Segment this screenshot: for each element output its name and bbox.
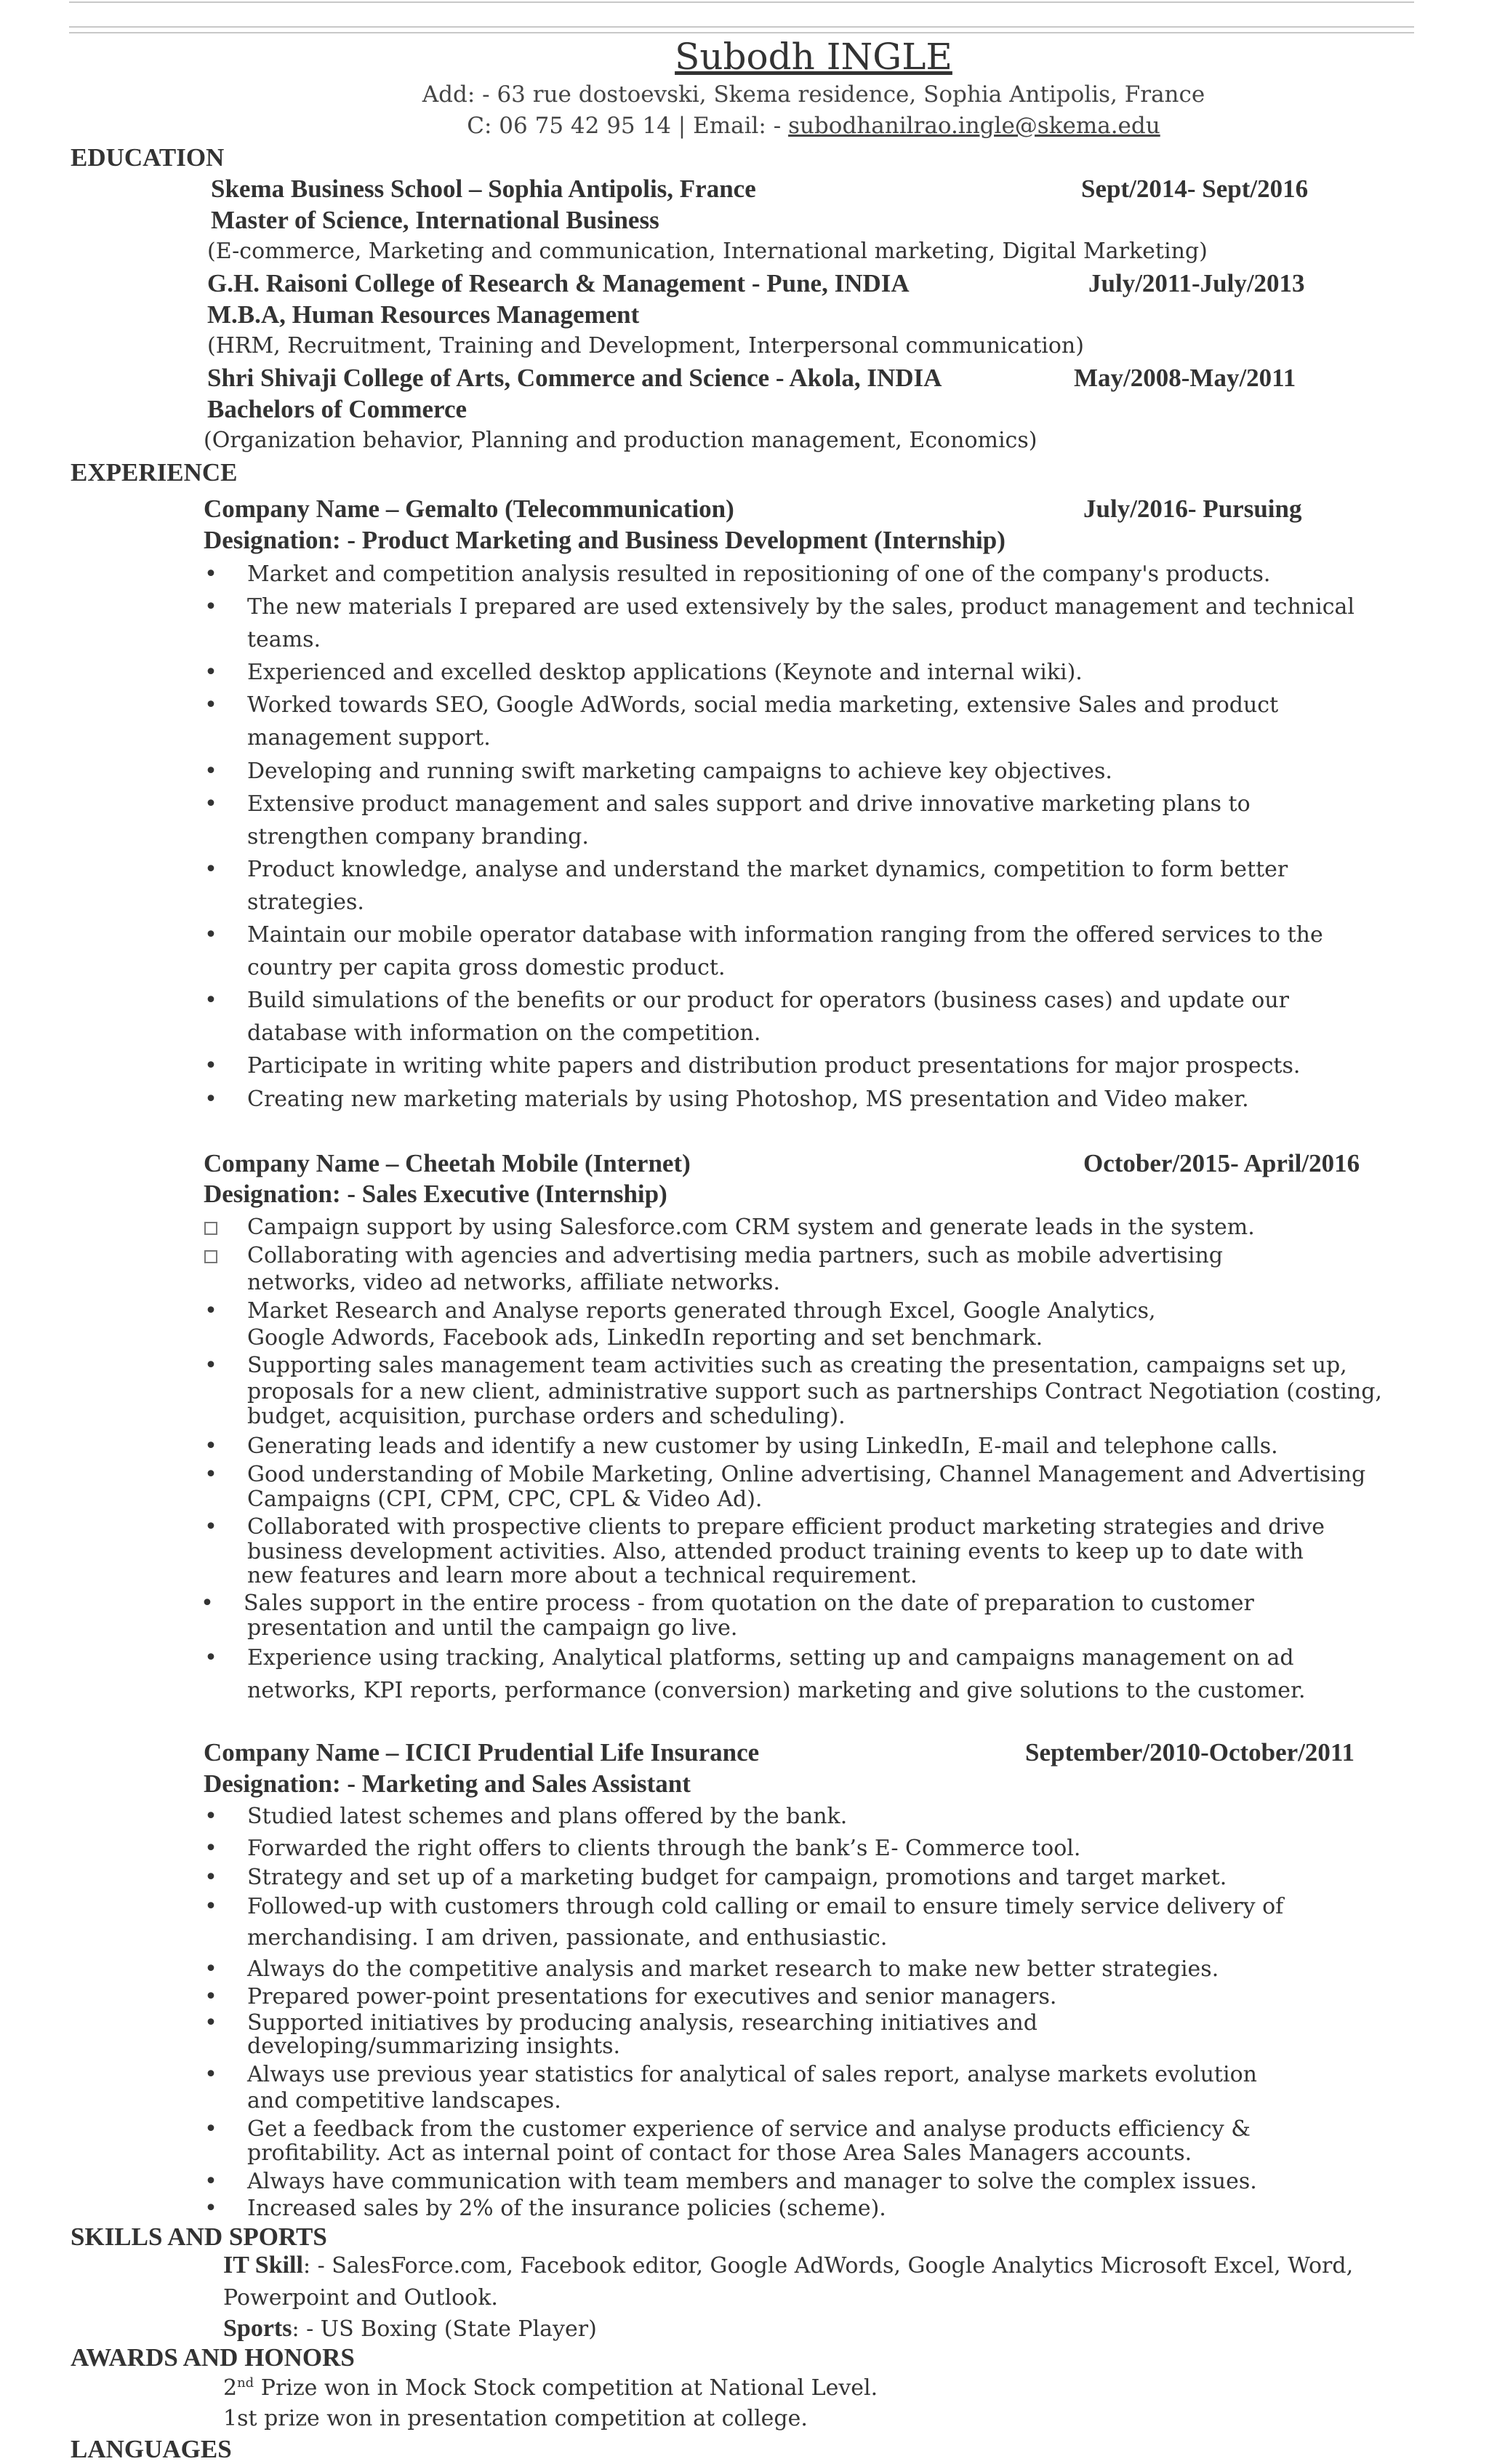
bullet-text: Campaigns (CPI, CPM, CPC, CPL & Video Ad). bbox=[247, 1487, 763, 1512]
bullet-text: management support. bbox=[247, 725, 491, 751]
bullet-text: business development activities. Also, attended product training events to keep up to date with bbox=[247, 1539, 1304, 1564]
bullet-icon: • bbox=[204, 1087, 217, 1112]
education-institution: G.H. Raisoni College of Research & Management - Pune, INDIA bbox=[207, 269, 910, 297]
bullet-text: Market Research and Analyse reports generated through Excel, Google Analytics, bbox=[247, 1298, 1156, 1324]
bullet-text: Collaborated with prospective clients to prepare efficient product marketing strategies and drive bbox=[247, 1514, 1325, 1540]
job-designation: Designation: - Sales Executive (Internship) bbox=[204, 1180, 667, 1208]
bullet-icon: • bbox=[204, 1894, 217, 1919]
bullet-text: networks, KPI reports, performance (conversion) marketing and give solutions to the customer. bbox=[247, 1678, 1306, 1703]
top-rule bbox=[69, 26, 1414, 28]
bullet-text: Experienced and excelled desktop applications (Keynote and internal wiki). bbox=[247, 660, 1083, 685]
address-line: Add: - 63 rue dostoevski, Skema residence, Sophia Antipolis, France bbox=[422, 81, 1205, 108]
bullet-icon: • bbox=[204, 1956, 217, 1982]
bullet-text: Developing and running swift marketing campaigns to achieve key objectives. bbox=[247, 759, 1112, 784]
bullet-icon: • bbox=[204, 1053, 217, 1079]
job-company: Company Name – Gemalto (Telecommunication) bbox=[204, 495, 734, 523]
education-degree bbox=[207, 300, 639, 329]
bullet-text: Forwarded the right offers to clients through the bank’s E- Commerce tool. bbox=[247, 1836, 1081, 1861]
bullet-icon: • bbox=[204, 2116, 217, 2142]
degree-name: M.B.A bbox=[207, 300, 280, 329]
bullet-text: and competitive landscapes. bbox=[247, 2088, 561, 2113]
top-rule bbox=[69, 1, 1414, 3]
bullet-text: The new materials I prepared are used extensively by the sales, product management and technical bbox=[247, 594, 1354, 620]
education-dates: Sept/2014- Sept/2016 bbox=[1081, 175, 1309, 203]
section-heading-languages: LANGUAGES bbox=[71, 2435, 232, 2463]
education-degree bbox=[211, 206, 659, 235]
bullet-icon: • bbox=[204, 692, 217, 718]
bullet-text: Always have communication with team members and manager to solve the complex issues. bbox=[247, 2169, 1257, 2194]
bullet-icon: • bbox=[204, 561, 217, 587]
sports-value: : - US Boxing (State Player) bbox=[292, 2316, 597, 2342]
job-designation: Designation: - Marketing and Sales Assistant bbox=[204, 1769, 691, 1798]
education-details: (HRM, Recruitment, Training and Development, Interpersonal communication) bbox=[207, 333, 1084, 359]
bullet-text: Build simulations of the benefits or our product for operators (business cases) and update our bbox=[247, 988, 1290, 1013]
bullet-icon: • bbox=[204, 2062, 217, 2087]
email-link[interactable]: subodhanilrao.ingle@skema.edu bbox=[788, 113, 1160, 139]
bullet-text: Product knowledge, analyse and understand the market dynamics, competition to form better bbox=[247, 857, 1288, 882]
bullet-icon: • bbox=[204, 1645, 217, 1671]
bullet-icon: • bbox=[204, 2010, 217, 2036]
bullet-text: Google Adwords, Facebook ads, LinkedIn reporting and set benchmark. bbox=[247, 1325, 1043, 1351]
sports-line bbox=[223, 2314, 597, 2344]
bullet-icon: • bbox=[204, 594, 217, 620]
bullet-icon: • bbox=[204, 922, 217, 948]
bullet-text: Studied latest schemes and plans offered by the bank. bbox=[247, 1804, 848, 1829]
bullet-icon: • bbox=[204, 1804, 217, 1829]
bullet-icon: • bbox=[204, 988, 217, 1013]
bullet-text: networks, video ad networks, affiliate networks. bbox=[247, 1270, 780, 1295]
bullet-text: Campaign support by using Salesforce.com CRM system and generate leads in the system. bbox=[247, 1215, 1255, 1240]
bullet-text: Collaborating with agencies and advertising media partners, such as mobile advertising bbox=[247, 1243, 1223, 1268]
education-degree bbox=[207, 395, 467, 424]
education-institution: Skema Business School – Sophia Antipolis, France bbox=[211, 175, 756, 203]
bullet-text: developing/summarizing insights. bbox=[247, 2033, 621, 2059]
sports-label: Sports bbox=[223, 2315, 292, 2342]
degree-separator: , bbox=[279, 300, 292, 329]
bullet-text: Always use previous year statistics for analytical of sales report, analyse markets evolution bbox=[247, 2062, 1257, 2087]
bullet-text: Increased sales by 2% of the insurance policies (scheme). bbox=[247, 2196, 886, 2221]
bullet-text: Prepared power-point presentations for executives and senior managers. bbox=[247, 1984, 1057, 2009]
section-heading-awards: AWARDS AND HONORS bbox=[71, 2343, 355, 2372]
bullet-icon: • bbox=[204, 1984, 217, 2009]
bullet-text: Worked towards SEO, Google AdWords, social media marketing, extensive Sales and product bbox=[247, 692, 1279, 718]
bullet-icon: • bbox=[204, 791, 217, 817]
bullet-text: Extensive product management and sales support and drive innovative marketing plans to bbox=[247, 791, 1251, 817]
award-text: Prize won in Mock Stock competition at National Level. bbox=[254, 2375, 878, 2401]
bullet-text: Maintain our mobile operator database with information ranging from the offered services to the bbox=[247, 922, 1323, 948]
bullet-text: merchandising. I am driven, passionate, and enthusiastic. bbox=[247, 1925, 888, 1951]
checkbox-icon bbox=[204, 1241, 218, 1271]
job-dates: July/2016- Pursuing bbox=[1083, 495, 1302, 523]
bullet-text: Creating new marketing materials by using Photoshop, MS presentation and Video maker. bbox=[247, 1087, 1249, 1112]
bullet-text: Generating leads and identify a new customer by using LinkedIn, E-mail and telephone calls. bbox=[247, 1433, 1278, 1459]
bullet-icon: • bbox=[204, 1514, 217, 1540]
bullet-text: Strategy and set up of a marketing budget for campaign, promotions and target market. bbox=[247, 1865, 1227, 1890]
job-company: Company Name – Cheetah Mobile (Internet) bbox=[204, 1149, 691, 1177]
bullet-text: new features and learn more about a technical requirement. bbox=[247, 1563, 918, 1588]
award-rank-suffix: nd bbox=[237, 2375, 254, 2391]
bullet-text: presentation and until the campaign go live. bbox=[247, 1615, 738, 1641]
bullet-icon: • bbox=[204, 1836, 217, 1861]
bullet-text: Get a feedback from the customer experience of service and analyse products efficiency & bbox=[247, 2116, 1251, 2142]
education-dates: July/2011-July/2013 bbox=[1088, 269, 1305, 297]
job-dates: September/2010-October/2011 bbox=[1025, 1738, 1354, 1767]
education-details: (Organization behavior, Planning and production management, Economics) bbox=[204, 428, 1038, 453]
it-skill-value: : - SalesForce.com, Facebook editor, Google AdWords, Google Analytics Microsoft Excel, Word, bbox=[302, 2253, 1354, 2279]
bullet-icon: • bbox=[204, 660, 217, 685]
bullet-icon: • bbox=[204, 2196, 217, 2221]
section-heading-skills: SKILLS AND SPORTS bbox=[71, 2223, 327, 2251]
bullet-text: strengthen company branding. bbox=[247, 824, 589, 849]
job-dates: October/2015- April/2016 bbox=[1083, 1149, 1360, 1177]
bullet-text: database with information on the competition. bbox=[247, 1020, 761, 1046]
bullet-text: profitability. Act as internal point of contact for those Area Sales Managers accounts. bbox=[247, 2140, 1192, 2166]
bullet-icon: • bbox=[204, 1433, 217, 1459]
degree-separator: , bbox=[402, 206, 416, 234]
degree-field: International Business bbox=[415, 206, 659, 234]
bullet-icon: • bbox=[201, 1591, 214, 1616]
it-skill-line-2: Powerpoint and Outlook. bbox=[223, 2285, 498, 2311]
award-rank: 2 bbox=[223, 2375, 238, 2401]
bullet-text: Always do the competitive analysis and market research to make new better strategies. bbox=[247, 1956, 1219, 1982]
bullet-icon: • bbox=[204, 1865, 217, 1890]
bullet-icon: • bbox=[204, 1298, 217, 1324]
bullet-text: Sales support in the entire process - from quotation on the date of preparation to customer bbox=[244, 1591, 1254, 1616]
bullet-text: Participate in writing white papers and distribution product presentations for major prospects. bbox=[247, 1053, 1301, 1079]
education-institution: Shri Shivaji College of Arts, Commerce and Science - Akola, INDIA bbox=[207, 364, 942, 392]
bullet-text: Good understanding of Mobile Marketing, Online advertising, Channel Management and Advertising bbox=[247, 1462, 1366, 1487]
education-details: (E-commerce, Marketing and communication, International marketing, Digital Marketing) bbox=[207, 239, 1208, 264]
candidate-name: Subodh INGLE bbox=[675, 36, 952, 78]
job-company: Company Name – ICICI Prudential Life Insurance bbox=[204, 1738, 760, 1767]
bullet-text: Supporting sales management team activities such as creating the presentation, campaigns set up, bbox=[247, 1353, 1347, 1378]
bullet-text: budget, acquisition, purchase orders and scheduling). bbox=[247, 1404, 846, 1429]
degree-name: Master of Science bbox=[211, 206, 403, 234]
bullet-text: teams. bbox=[247, 627, 321, 652]
bullet-icon: • bbox=[204, 759, 217, 784]
section-heading-experience: EXPERIENCE bbox=[71, 458, 238, 487]
degree-field: Human Resources Management bbox=[292, 300, 640, 329]
job-designation: Designation: - Product Marketing and Business Development (Internship) bbox=[204, 526, 1006, 554]
bullet-text: Followed-up with customers through cold calling or email to ensure timely service delivery of bbox=[247, 1894, 1284, 1919]
award-item bbox=[223, 2374, 878, 2403]
checkbox-icon bbox=[204, 1213, 218, 1242]
contact-line bbox=[0, 111, 1489, 140]
it-skill-label: IT Skill bbox=[223, 2252, 303, 2279]
phone-text: C: 06 75 42 95 14 | Email: - bbox=[467, 113, 789, 139]
bullet-text: proposals for a new client, administrative support such as partnerships Contract Negotiation (costing, bbox=[247, 1379, 1382, 1404]
education-dates: May/2008-May/2011 bbox=[1074, 364, 1296, 392]
bullet-text: country per capita gross domestic product. bbox=[247, 955, 726, 980]
bullet-text: Supported initiatives by producing analysis, researching initiatives and bbox=[247, 2010, 1038, 2036]
top-rule bbox=[69, 32, 1414, 33]
bullet-icon: • bbox=[204, 857, 217, 882]
bullet-icon: • bbox=[204, 2169, 217, 2194]
section-heading-education: EDUCATION bbox=[71, 143, 225, 172]
bullet-text: Market and competition analysis resulted in repositioning of one of the company's products. bbox=[247, 561, 1271, 587]
degree-name: Bachelors of Commerce bbox=[207, 395, 467, 423]
it-skill-line bbox=[223, 2251, 1353, 2281]
bullet-text: Experience using tracking, Analytical platforms, setting up and campaigns management on ad bbox=[247, 1645, 1294, 1671]
bullet-icon: • bbox=[204, 1353, 217, 1378]
bullet-text: strategies. bbox=[247, 889, 364, 915]
bullet-icon: • bbox=[204, 1462, 217, 1487]
award-item: 1st prize won in presentation competition at college. bbox=[223, 2406, 808, 2431]
